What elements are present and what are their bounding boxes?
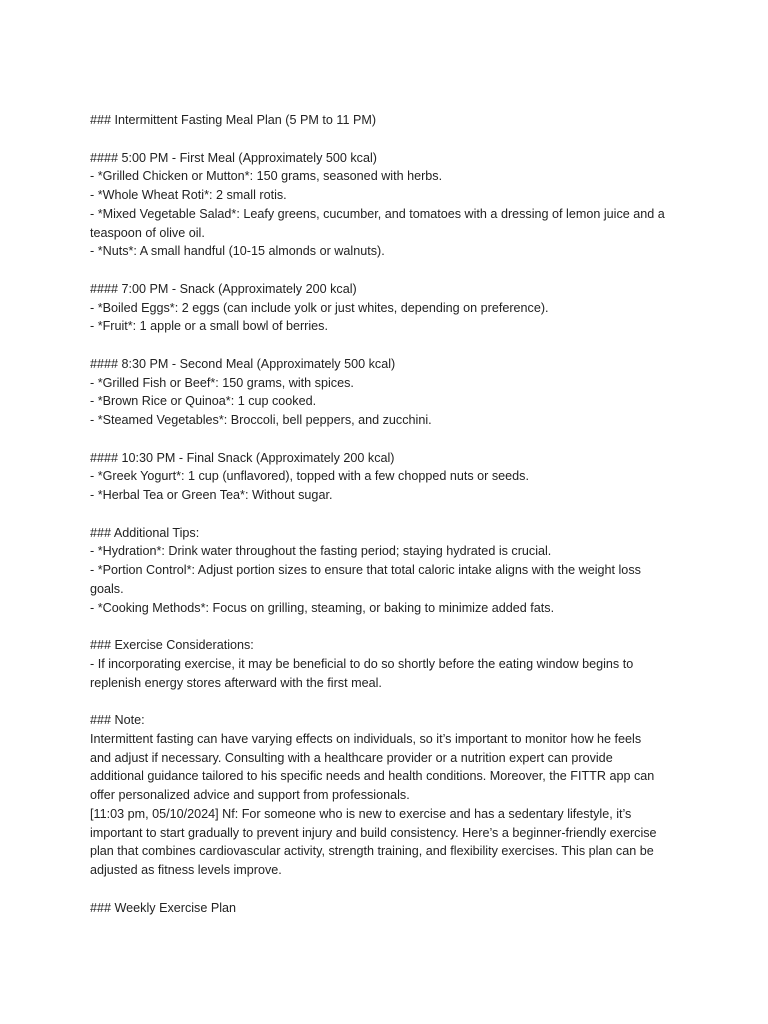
list-item: - *Whole Wheat Roti*: 2 small rotis. (90, 188, 287, 202)
heading-first-meal: #### 5:00 PM - First Meal (Approximately 500 kcal) (90, 150, 377, 165)
blank-line (90, 692, 680, 711)
list-item: - *Brown Rice or Quinoa*: 1 cup cooked. (90, 394, 317, 409)
list-item: - *Cooking Methods*: Focus on grilling, steaming, or baking to minimize added fats. (90, 600, 555, 615)
heading-note: ### Note: (90, 713, 145, 727)
paragraph-line: additional guidance tailored to his specific needs and health conditions. Moreover, the FITTR app can (90, 769, 655, 784)
list-item: - *Portion Control*: Adjust portion sizes to ensure that total caloric intake aligns with the weight loss (90, 563, 641, 577)
list-item: - *Grilled Chicken or Mutton*: 150 grams, seasoned with herbs. (90, 169, 443, 184)
blank-line (90, 430, 680, 449)
list-item: - *Boiled Eggs*: 2 eggs (can include yolk or just whites, depending on preference). (90, 300, 549, 315)
heading-exercise-considerations: ### Exercise Considerations: (90, 638, 254, 652)
list-item: - *Mixed Vegetable Salad*: Leafy greens, cucumber, and tomatoes with a dressing of lemon juice and a (90, 206, 665, 221)
list-item: - *Grilled Fish or Beef*: 150 grams, with spices. (90, 375, 354, 390)
heading-additional-tips: ### Additional Tips: (90, 525, 200, 540)
document-body (90, 111, 680, 917)
blank-line (90, 130, 680, 149)
heading-snack: #### 7:00 PM - Snack (Approximately 200 kcal) (90, 281, 357, 296)
message-line: [11:03 pm, 05/10/2024] Nf: For someone who is new to exercise and has a sedentary lifestyle, it’s (90, 806, 632, 821)
list-item: - *Greek Yogurt*: 1 cup (unflavored), topped with a few chopped nuts or seeds. (90, 469, 529, 484)
list-item-continuation: goals. (90, 581, 124, 596)
paragraph-line: Intermittent fasting can have varying effects on individuals, so it’s important to monitor how he feels (90, 731, 642, 746)
paragraph-line: important to start gradually to prevent injury and build consistency. Here’s a beginner-friendly exercise (90, 825, 657, 840)
blank-line (90, 261, 680, 280)
paragraph-line: offer personalized advice and support from professionals. (90, 788, 410, 802)
list-item: - *Herbal Tea or Green Tea*: Without sugar. (90, 488, 333, 502)
paragraph-line: adjusted as fitness levels improve. (90, 863, 282, 877)
heading-second-meal: #### 8:30 PM - Second Meal (Approximately 500 kcal) (90, 356, 396, 371)
blank-line (90, 617, 680, 636)
paragraph-line: and adjust if necessary. Consulting with a healthcare provider or a nutrition expert can provide (90, 750, 613, 765)
list-item: - *Nuts*: A small handful (10-15 almonds or walnuts). (90, 244, 385, 259)
blank-line (90, 880, 680, 899)
heading-final-snack: #### 10:30 PM - Final Snack (Approximately 200 kcal) (90, 450, 395, 465)
list-item: - *Hydration*: Drink water throughout the fasting period; staying hydrated is crucial. (90, 544, 552, 559)
paragraph-line: plan that combines cardiovascular activity, strength training, and flexibility exercises. This plan can be (90, 844, 654, 859)
list-item: - *Fruit*: 1 apple or a small bowl of berries. (90, 319, 328, 334)
blank-line (90, 336, 680, 355)
heading-weekly-exercise-plan: ### Weekly Exercise Plan (90, 900, 237, 915)
list-item-continuation: teaspoon of olive oil. (90, 225, 205, 240)
heading-meal-plan: ### Intermittent Fasting Meal Plan (5 PM to 11 PM) (90, 113, 377, 127)
list-item: - *Steamed Vegetables*: Broccoli, bell peppers, and zucchini. (90, 413, 432, 427)
blank-line (90, 505, 680, 524)
list-item-continuation: replenish energy stores afterward with the first meal. (90, 675, 382, 690)
list-item: - If incorporating exercise, it may be beneficial to do so shortly before the eating window begins to (90, 656, 634, 671)
